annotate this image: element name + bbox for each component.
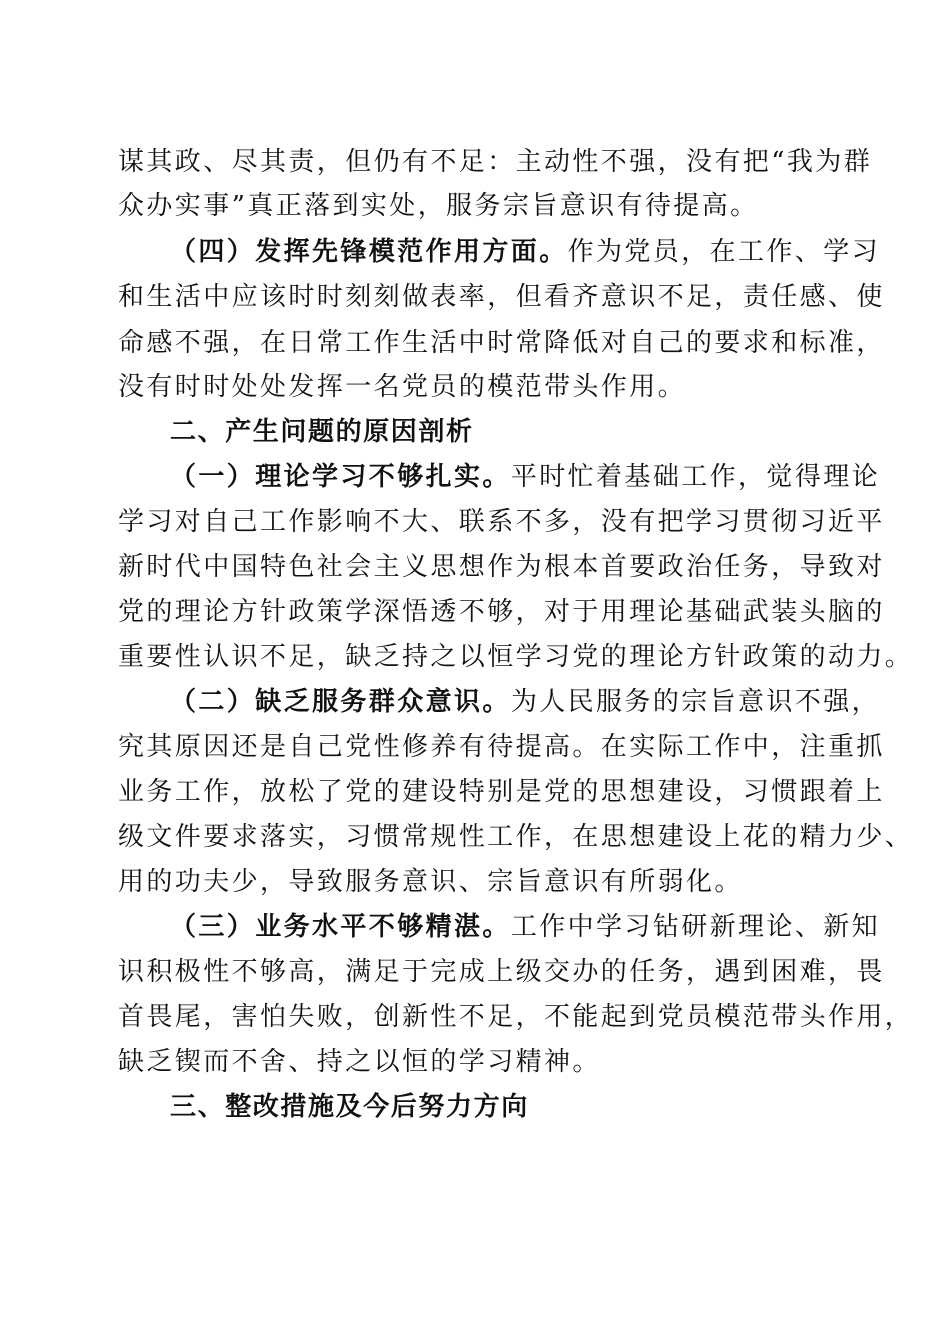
body-text-line: 首畏尾，害怕失败，创新性不足，不能起到党员模范带头作用，	[118, 1002, 914, 1032]
body-text-line: 识积极性不够高，满足于完成上级交办的任务，遇到困难，畏	[118, 957, 885, 987]
cause-2-first-line	[170, 682, 880, 722]
cause-3-first-line	[170, 907, 880, 947]
cause-2-text: 为人民服务的宗旨意识不强，	[510, 687, 881, 717]
section-item-4-label: （四）发挥先锋模范作用方面。	[170, 237, 568, 267]
body-text-line: 用的功夫少，导致服务意识、宗旨意识有所弱化。	[118, 867, 743, 897]
cause-3-label: （三）业务水平不够精湛。	[170, 912, 511, 942]
body-text-line: 新时代中国特色社会主义思想作为根本首要政治任务，导致对	[118, 552, 885, 582]
section-heading-2: 二、产生问题的原因剖析	[170, 417, 474, 447]
body-text-line: 命感不强，在日常工作生活中时常降低对自己的要求和标准，	[118, 328, 885, 358]
body-text-line: 没有时时处处发挥一名党员的模范带头作用。	[118, 372, 687, 402]
body-text-line: 缺乏锲而不舍、持之以恒的学习精神。	[118, 1047, 601, 1077]
body-text-line: 究其原因还是自己党性修养有待提高。在实际工作中，注重抓	[118, 732, 885, 762]
body-text-line: 党的理论方针政策学深悟透不够，对于用理论基础武装头脑的	[118, 597, 885, 627]
section-item-4-text: 作为党员，在工作、学习	[567, 237, 881, 267]
body-text-line: 和生活中应该时时刻刻做表率，但看齐意识不足，责任感、使	[118, 282, 885, 312]
cause-3-text: 工作中学习钻研新理论、新知	[510, 912, 881, 942]
body-text-line: 级文件要求落实，习惯常规性工作，在思想建设上花的精力少、	[118, 822, 914, 852]
body-text-line: 重要性认识不足，缺乏持之以恒学习党的理论方针政策的动力。	[118, 642, 914, 672]
body-text-line: 谋其政、尽其责，但仍有不足：主动性不强，没有把“我为群	[118, 147, 873, 177]
cause-1-label: （一）理论学习不够扎实。	[170, 462, 511, 492]
body-text-line: 学习对自己工作影响不大、联系不多，没有把学习贯彻习近平	[118, 507, 885, 537]
cause-1-first-line	[170, 457, 880, 497]
section-heading-3: 三、整改措施及今后努力方向	[170, 1092, 529, 1122]
body-text-line: 众办实事”真正落到实处，服务宗旨意识有待提高。	[118, 191, 759, 221]
body-text-line: 业务工作，放松了党的建设特别是党的思想建设，习惯跟着上	[118, 777, 885, 807]
cause-2-label: （二）缺乏服务群众意识。	[170, 687, 511, 717]
section-item-4-first-line	[170, 232, 880, 272]
cause-1-text: 平时忙着基础工作，觉得理论	[510, 462, 881, 492]
